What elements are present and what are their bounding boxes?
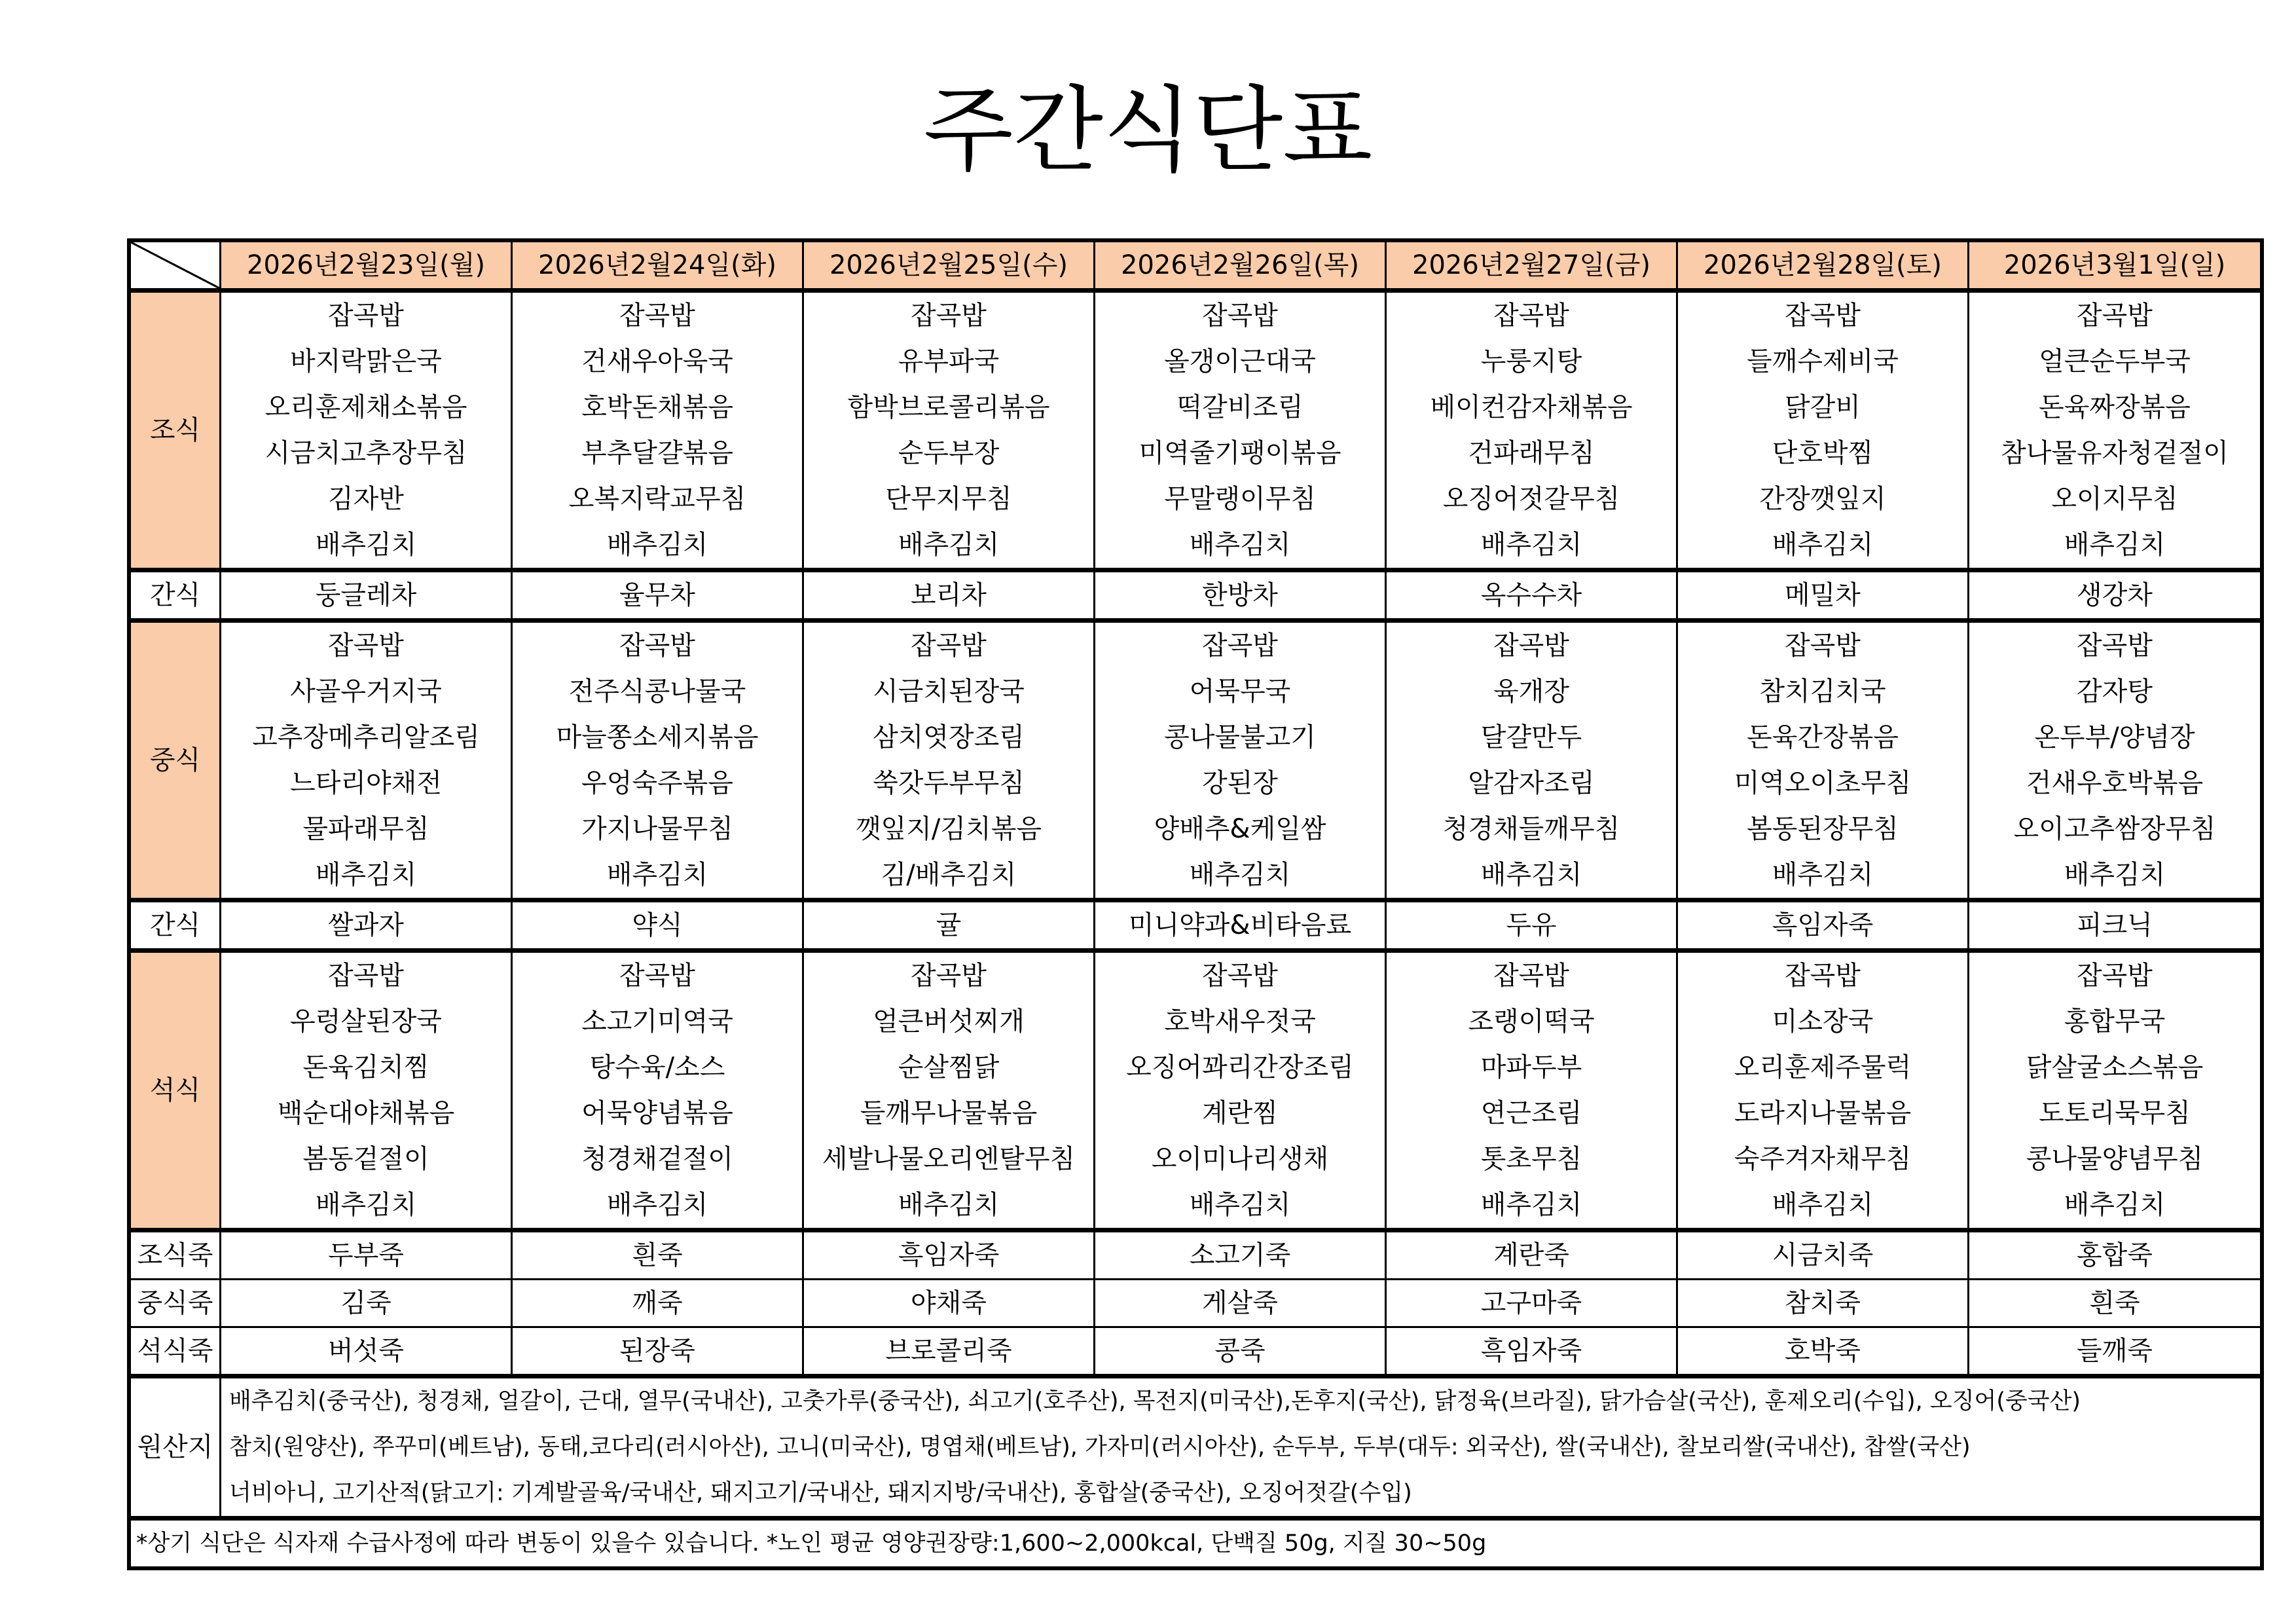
dish-item: 쑥갓두부무침 [873, 768, 1025, 798]
menu-cell: 게살죽 [1095, 1280, 1386, 1327]
dish-item: 부추달걀볶음 [581, 438, 733, 468]
origin-line: 너비아니, 고기산적(닭고기: 기계발골육/국내산, 돼지고기/국내산, 돼지지방/국내산), 홍합살(중국산), 오징어젓갈(수입) [229, 1480, 1412, 1506]
dish-item: 올갱이근대국 [1164, 346, 1316, 377]
menu-cell [221, 621, 512, 900]
dish-item: 육개장 [1493, 676, 1569, 707]
dish-item: 배추김치 [1480, 530, 1582, 560]
menu-cell: 메밀차 [1677, 570, 1969, 621]
menu-cell [1095, 291, 1386, 570]
dish-item: 어묵무국 [1189, 676, 1291, 707]
dish-item: 베이컨감자채볶음 [1430, 392, 1633, 422]
dish-item: 호박돈채볶음 [581, 392, 733, 422]
menu-cell: 홍합죽 [1969, 1230, 2261, 1280]
dish-item: 배추김치 [315, 530, 417, 560]
dish-item: 잡곡밥 [1785, 301, 1861, 331]
dish-item: 연근조림 [1480, 1098, 1582, 1128]
porridge-dinner-row [130, 1327, 2261, 1376]
dish-item: 탕수육/소스 [589, 1052, 725, 1082]
page-title: 주간식단표 [923, 77, 1373, 185]
weekly-menu-table [129, 240, 2262, 1568]
dish-item: 배추김치 [1189, 1190, 1291, 1220]
menu-cell [1677, 291, 1969, 570]
day-header: 2026년2월26일(목) [1095, 242, 1386, 291]
dish-item: 잡곡밥 [911, 961, 987, 991]
dish-item: 오복지락교무침 [568, 484, 746, 514]
dish-item: 배추김치 [898, 1190, 1000, 1220]
menu-cell [1386, 951, 1677, 1230]
dish-item: 들깨무나물볶음 [860, 1098, 1038, 1128]
day-header: 2026년2월27일(금) [1386, 242, 1677, 291]
dish-item: 건새우아욱국 [581, 346, 733, 377]
menu-cell [803, 291, 1095, 570]
dish-item: 콩나물불고기 [1164, 722, 1316, 752]
dish-item: 물파래무침 [302, 814, 429, 844]
dish-item: 봄동된장무침 [1747, 814, 1899, 844]
dish-item: 배추김치 [1480, 860, 1582, 890]
dish-item: 배추김치 [1189, 860, 1291, 890]
dish-item: 배추김치 [315, 1190, 417, 1220]
menu-cell: 호박죽 [1677, 1327, 1969, 1376]
menu-cell: 한방차 [1095, 570, 1386, 621]
dish-item: 배추김치 [2064, 530, 2166, 560]
lunch-label: 중식 [130, 621, 221, 900]
dinner-row [130, 951, 2261, 1230]
dish-item: 배추김치 [1772, 1190, 1874, 1220]
dish-item: 달걀만두 [1480, 722, 1582, 752]
porridge-lunch-label: 중식죽 [130, 1280, 221, 1327]
dish-item: 마늘쫑소세지볶음 [556, 722, 759, 752]
lunch-row [130, 621, 2261, 900]
menu-cell: 깨죽 [512, 1280, 803, 1327]
dish-item: 잡곡밥 [911, 631, 987, 661]
dish-item: 잡곡밥 [911, 301, 987, 331]
corner-cell [130, 242, 221, 291]
menu-cell: 버섯죽 [221, 1327, 512, 1376]
dish-item: 시금치된장국 [873, 676, 1025, 707]
dish-item: 세발나물오리엔탈무침 [822, 1144, 1076, 1174]
dish-item: 잡곡밥 [1202, 961, 1278, 991]
dish-item: 돈육간장볶음 [1747, 722, 1899, 752]
dish-item: 배추김치 [1772, 530, 1874, 560]
menu-cell: 흰죽 [1969, 1280, 2261, 1327]
dish-item: 홍합무국 [2064, 1006, 2166, 1037]
dish-item: 계란찜 [1202, 1098, 1278, 1128]
origin-row [130, 1376, 2261, 1519]
dish-item: 청경채들깨무침 [1442, 814, 1620, 844]
dish-item: 배추김치 [606, 860, 708, 890]
diagonal-line-icon [131, 242, 219, 288]
menu-cell [1095, 951, 1386, 1230]
dish-item: 감자탕 [2077, 676, 2153, 707]
day-header: 2026년2월23일(월) [221, 242, 512, 291]
menu-cell: 브로콜리죽 [803, 1327, 1095, 1376]
menu-cell: 된장죽 [512, 1327, 803, 1376]
menu-cell: 생강차 [1969, 570, 2261, 621]
menu-cell [512, 291, 803, 570]
dish-item: 잡곡밥 [1785, 631, 1861, 661]
dish-item: 얼큰버섯찌개 [873, 1006, 1025, 1037]
day-header: 2026년2월25일(수) [803, 242, 1095, 291]
dish-item: 배추김치 [898, 530, 1000, 560]
dish-item: 잡곡밥 [328, 301, 404, 331]
menu-cell: 참치죽 [1677, 1280, 1969, 1327]
menu-cell [1386, 291, 1677, 570]
dish-item: 단무지무침 [885, 484, 1012, 514]
menu-cell: 옥수수차 [1386, 570, 1677, 621]
origin-line: 배추김치(중국산), 청경채, 얼갈이, 근대, 열무(국내산), 고춧가루(중국산), 쇠고기(호주산), 목전지(미국산),돈후지(국산), 닭정육(브라질), 닭가슴살(국산), 훈제오리(수입), 오징어(중국산) [229, 1388, 2081, 1414]
dish-item: 콩나물양념무침 [2026, 1144, 2204, 1174]
snack-1-label: 간식 [130, 570, 221, 621]
dish-item: 무말랭이무침 [1164, 484, 1316, 514]
dish-item: 도토리묵무침 [2039, 1098, 2191, 1128]
menu-cell [512, 951, 803, 1230]
dish-item: 잡곡밥 [1202, 631, 1278, 661]
breakfast-label: 조식 [130, 291, 221, 570]
dish-item: 함박브로콜리볶음 [847, 392, 1050, 422]
menu-cell: 쌀과자 [221, 900, 512, 951]
dish-item: 시금치고추장무침 [264, 438, 467, 468]
menu-cell: 흑임자죽 [1386, 1327, 1677, 1376]
dish-item: 돈육김치찜 [302, 1052, 429, 1082]
dish-item: 김/배추김치 [881, 860, 1017, 890]
dish-item: 배추김치 [2064, 1190, 2166, 1220]
dish-item: 떡갈비조림 [1176, 392, 1303, 422]
dish-item: 잡곡밥 [1493, 301, 1569, 331]
dish-item: 오징어꽈리간장조림 [1126, 1052, 1354, 1082]
dish-item: 잡곡밥 [1493, 961, 1569, 991]
menu-cell [1386, 621, 1677, 900]
snack-2-label: 간식 [130, 900, 221, 951]
dish-item: 미소장국 [1772, 1006, 1874, 1037]
dish-item: 느타리야채전 [290, 768, 442, 798]
dish-item: 김자반 [328, 484, 404, 514]
origin-line: 참치(원양산), 쭈꾸미(베트남), 동태,코다리(러시아산), 고니(미국산), 명엽채(베트남), 가자미(러시아산), 순두부, 두부(대두: 외국산), 쌀(국내산), 찰보리쌀(국내산), 찹쌀(국산) [229, 1434, 1971, 1460]
dish-item: 전주식콩나물국 [568, 676, 746, 707]
dish-item: 잡곡밥 [1202, 301, 1278, 331]
dish-item: 강된장 [1202, 768, 1278, 798]
menu-cell [1969, 951, 2261, 1230]
menu-cell: 들깨죽 [1969, 1327, 2261, 1376]
dish-item: 호박새우젓국 [1164, 1006, 1316, 1037]
dish-item: 가지나물무침 [581, 814, 733, 844]
menu-cell [1969, 291, 2261, 570]
menu-cell [1969, 621, 2261, 900]
dish-item: 잡곡밥 [1493, 631, 1569, 661]
dish-item: 돈육짜장볶음 [2039, 392, 2191, 422]
porridge-dinner-label: 석식죽 [130, 1327, 221, 1376]
dish-item: 잡곡밥 [1785, 961, 1861, 991]
porridge-breakfast-label: 조식죽 [130, 1230, 221, 1280]
dish-item: 닭갈비 [1785, 392, 1861, 422]
dish-item: 배추김치 [606, 530, 708, 560]
dish-item: 잡곡밥 [2077, 301, 2153, 331]
menu-cell: 보리차 [803, 570, 1095, 621]
dish-item: 톳초무침 [1480, 1144, 1582, 1174]
dish-item: 단호박찜 [1772, 438, 1874, 468]
dish-item: 온두부/양념장 [2034, 722, 2195, 752]
menu-cell: 두유 [1386, 900, 1677, 951]
dish-item: 배추김치 [315, 860, 417, 890]
breakfast-row [130, 291, 2261, 570]
dish-item: 삼치엿장조림 [873, 722, 1025, 752]
dish-item: 바지락맑은국 [290, 346, 442, 377]
dish-item: 오이고추쌈장무침 [2013, 814, 2216, 844]
dish-item: 닭살굴소스볶음 [2026, 1052, 2204, 1082]
dish-item: 순두부장 [898, 438, 1000, 468]
dish-item: 순살찜닭 [898, 1052, 1000, 1082]
menu-cell [1095, 621, 1386, 900]
dish-item: 참치김치국 [1759, 676, 1886, 707]
dish-item: 건새우호박볶음 [2026, 768, 2204, 798]
dish-item: 오이지무침 [2051, 484, 2178, 514]
dish-item: 배추김치 [1189, 530, 1291, 560]
dish-item: 조랭이떡국 [1468, 1006, 1595, 1037]
dish-item: 유부파국 [898, 346, 1000, 377]
dish-item: 깻잎지/김치볶음 [856, 814, 1042, 844]
dish-item: 잡곡밥 [328, 961, 404, 991]
dish-item: 양배추&케일쌈 [1154, 814, 1326, 844]
menu-cell: 야채죽 [803, 1280, 1095, 1327]
snack-1-row [130, 570, 2261, 621]
dish-item: 참나물유자청겉절이 [2001, 438, 2229, 468]
menu-cell: 소고기죽 [1095, 1230, 1386, 1280]
dish-item: 배추김치 [2064, 860, 2166, 890]
menu-cell: 김죽 [221, 1280, 512, 1327]
snack-2-row [130, 900, 2261, 951]
menu-cell: 미니약과&비타음료 [1095, 900, 1386, 951]
day-header: 2026년2월24일(화) [512, 242, 803, 291]
menu-cell: 피크닉 [1969, 900, 2261, 951]
menu-cell [803, 951, 1095, 1230]
dish-item: 소고기미역국 [581, 1006, 733, 1037]
dish-item: 간장깻잎지 [1759, 484, 1886, 514]
menu-cell: 계란죽 [1386, 1230, 1677, 1280]
menu-cell: 두부죽 [221, 1230, 512, 1280]
dish-item: 우렁살된장국 [290, 1006, 442, 1037]
dish-item: 미역오이초무침 [1734, 768, 1912, 798]
dish-item: 배추김치 [1772, 860, 1874, 890]
menu-cell: 약식 [512, 900, 803, 951]
dish-item: 봄동겉절이 [302, 1144, 429, 1174]
dish-item: 백순대야채볶음 [277, 1098, 455, 1128]
dish-item: 오리훈제주물럭 [1734, 1052, 1912, 1082]
dish-item: 잡곡밥 [328, 631, 404, 661]
dish-item: 배추김치 [1480, 1190, 1582, 1220]
day-header: 2026년3월1일(일) [1969, 242, 2261, 291]
dish-item: 건파래무침 [1468, 438, 1595, 468]
origin-text [221, 1376, 2261, 1519]
dish-item: 잡곡밥 [2077, 631, 2153, 661]
dish-item: 오징어젓갈무침 [1442, 484, 1620, 514]
dish-item: 들깨수제비국 [1747, 346, 1899, 377]
dish-item: 어묵양념볶음 [581, 1098, 733, 1128]
dish-item: 알감자조림 [1468, 768, 1595, 798]
menu-cell [221, 951, 512, 1230]
dish-item: 사골우거지국 [290, 676, 442, 707]
dinner-label: 석식 [130, 951, 221, 1230]
porridge-breakfast-row [130, 1230, 2261, 1280]
dish-item: 청경채겉절이 [581, 1144, 733, 1174]
menu-cell [221, 291, 512, 570]
origin-label: 원산지 [130, 1376, 221, 1519]
menu-cell: 콩죽 [1095, 1327, 1386, 1376]
dish-item: 미역줄기팽이볶음 [1139, 438, 1341, 468]
menu-cell: 둥글레차 [221, 570, 512, 621]
menu-cell: 흑임자죽 [803, 1230, 1095, 1280]
menu-cell: 고구마죽 [1386, 1280, 1677, 1327]
dish-item: 잡곡밥 [619, 961, 695, 991]
porridge-lunch-row [130, 1280, 2261, 1327]
menu-cell: 시금치죽 [1677, 1230, 1969, 1280]
day-header: 2026년2월28일(토) [1677, 242, 1969, 291]
dish-item: 고추장메추리알조림 [252, 722, 480, 752]
dish-item: 잡곡밥 [2077, 961, 2153, 991]
menu-cell: 흰죽 [512, 1230, 803, 1280]
menu-cell: 율무차 [512, 570, 803, 621]
dish-item: 오리훈제채소볶음 [264, 392, 467, 422]
dish-item: 도라지나물볶음 [1734, 1098, 1912, 1128]
dish-item: 오이미나리생채 [1151, 1144, 1329, 1174]
footer-note: *상기 식단은 식자재 수급사정에 따라 변동이 있을수 있습니다. *노인 평균 영양권장량:1,600~2,000kcal, 단백질 50g, 지질 30~50g [130, 1519, 2261, 1568]
header-row [130, 242, 2261, 291]
dish-item: 얼큰순두부국 [2039, 346, 2191, 377]
menu-cell [512, 621, 803, 900]
menu-cell: 귤 [803, 900, 1095, 951]
dish-item: 숙주겨자채무침 [1734, 1144, 1912, 1174]
footer-row [130, 1519, 2261, 1568]
dish-item: 누룽지탕 [1480, 346, 1582, 377]
dish-item: 우엉숙주볶음 [581, 768, 733, 798]
dish-item: 마파두부 [1480, 1052, 1582, 1082]
menu-cell: 흑임자죽 [1677, 900, 1969, 951]
dish-item: 배추김치 [606, 1190, 708, 1220]
menu-cell [803, 621, 1095, 900]
menu-cell [1677, 951, 1969, 1230]
dish-item: 잡곡밥 [619, 631, 695, 661]
menu-cell [1677, 621, 1969, 900]
dish-item: 잡곡밥 [619, 301, 695, 331]
